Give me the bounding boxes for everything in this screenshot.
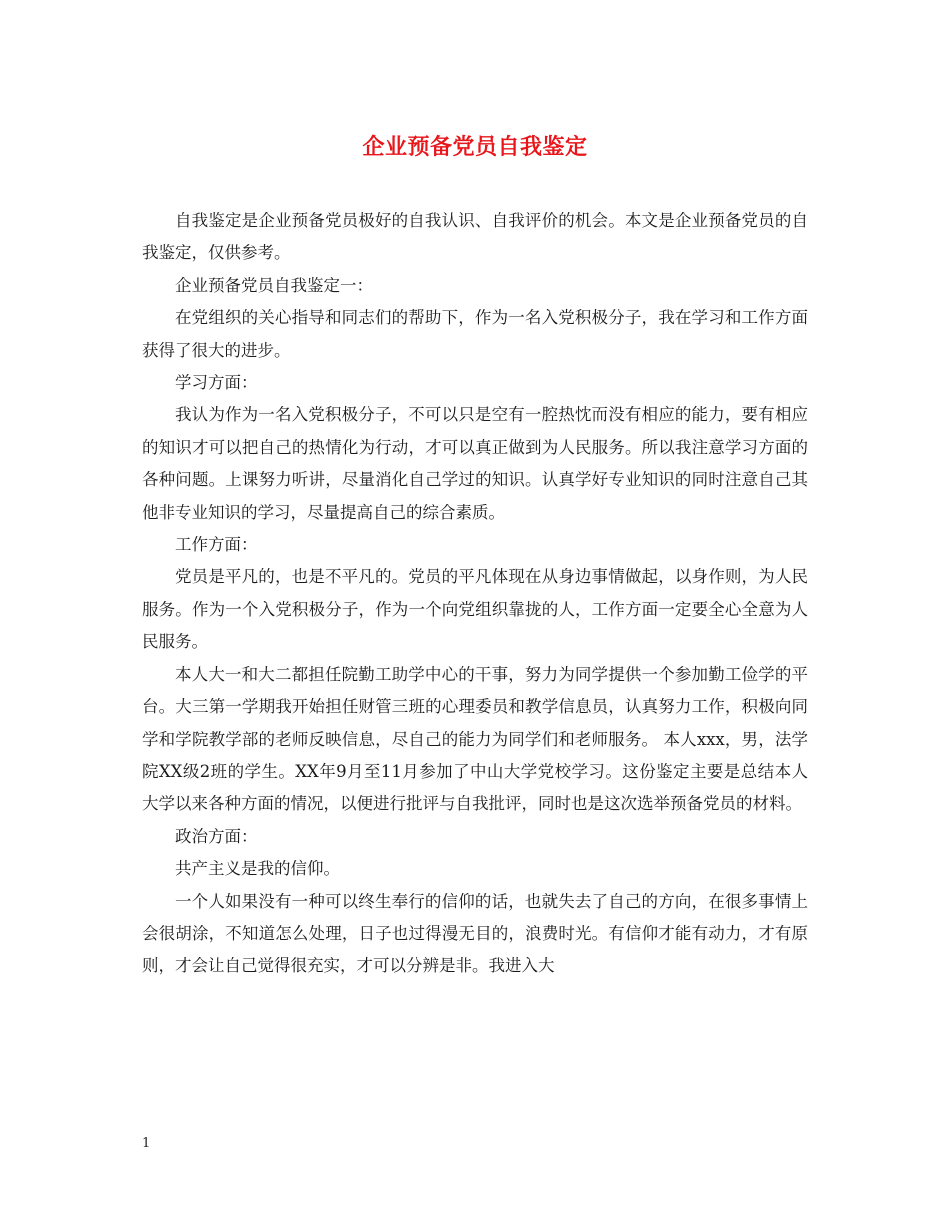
section-heading-politics: 政治方面： [175,826,258,846]
paragraph-work: 党员是平凡的，也是不平凡的。党员的平凡体现在从身边事情做起，以身作则，为人民服务。作为一个入党积极分子，作为一个向党组织靠拢的人，工作方面一定要全心全意为人民服务。 [142,567,808,652]
document-body [142,205,808,983]
paragraph-heading-one: 企业预备党员自我鉴定一： [175,275,373,295]
paragraph-belief: 共产主义是我的信仰。 [175,859,340,879]
paragraph-faith: 一个人如果没有一种可以终生奉行的信仰的话，也就失去了自己的方向，在很多事情上会很胡涂，不知道怎么处理，日子也过得漫无目的，浪费时光。有信仰才能有动力，才有原则，才会让自己觉得很充实，才可以分辨是非。我进入大 [142,891,808,976]
paragraph-progress: 在党组织的关心指导和同志们的帮助下，作为一名入党积极分子，我在学习和工作方面获得了很大的进步。 [142,308,808,360]
section-heading-work: 工作方面： [175,535,258,555]
paragraph-intro: 自我鉴定是企业预备党员极好的自我认识、自我评价的机会。本文是企业预备党员的自我鉴定，仅供参考。 [142,211,808,263]
paragraph-experience: 本人大一和大二都担任院勤工助学中心的干事，努力为同学提供一个参加勤工俭学的平台。大三第一学期我开始担任财管三班的心理委员和教学信息员，认真努力工作，积极向同学和学院教学部的老师反映信息，尽自己的能力为同学们和老师服务。 本人xxx，男，法学院XX级2班的学生。XX年9月至11月参加了中山大学党校学习。这份鉴定主要是总结本人大学以来各种方面的情况，以便进行批评与自我批评，同时也是这次选举预备党员的材料。 [142,664,808,814]
section-heading-study: 学习方面： [175,373,258,393]
page-number: 1 [142,1136,151,1151]
document-title: 企业预备党员自我鉴定 [362,134,588,160]
paragraph-study: 我认为作为一名入党积极分子，不可以只是空有一腔热忱而没有相应的能力，要有相应的知识才可以把自己的热情化为行动，才可以真正做到为人民服务。所以我注意学习方面的各种问题。上课努力听讲，尽量消化自己学过的知识。认真学好专业知识的同时注意自己其他非专业知识的学习，尽量提高自己的综合素质。 [142,405,808,522]
